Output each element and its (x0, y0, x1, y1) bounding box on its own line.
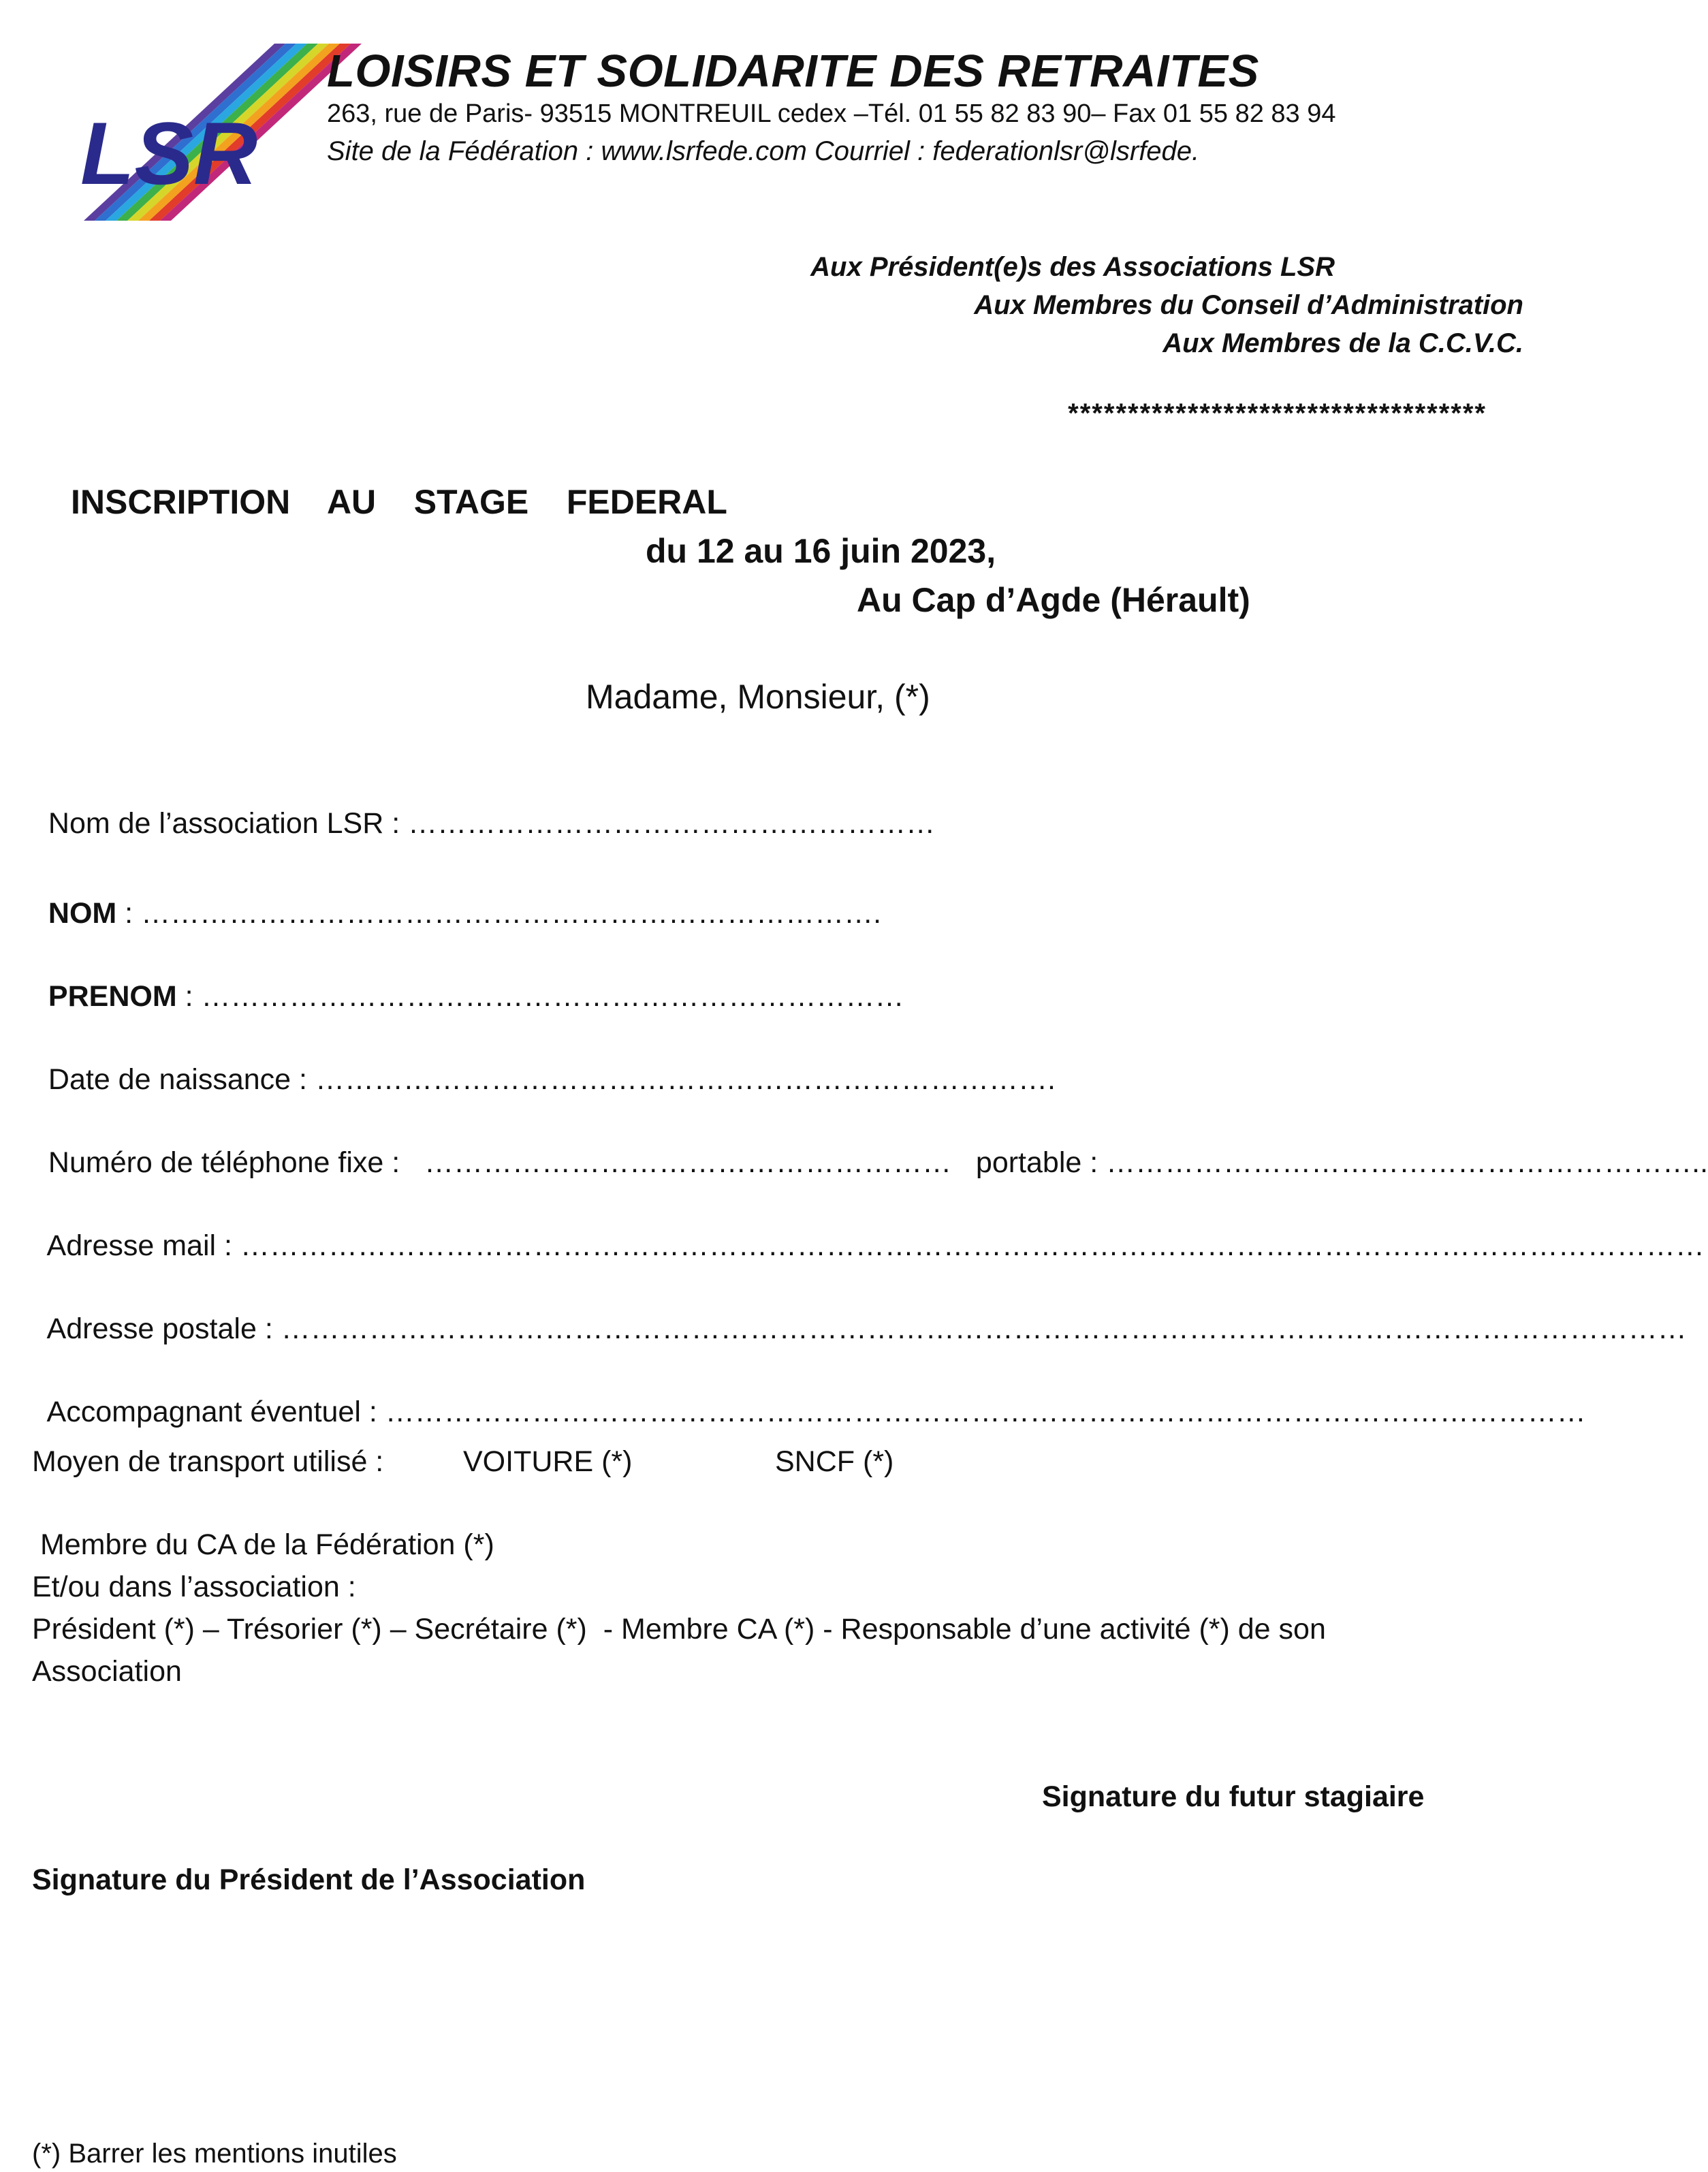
transport-option-sncf[interactable]: SNCF (*) (775, 1445, 894, 1478)
adresse-postale-field[interactable] (32, 1279, 1687, 1346)
association-roles-continued: Association (32, 1655, 182, 1688)
accompagnant-field[interactable] (32, 1362, 1586, 1429)
date-naissance-dots: …………………………………………………………………. (315, 1063, 1056, 1096)
organization-title: LOISIRS ET SOLIDARITE DES RETRAITES (327, 46, 1259, 97)
association-roles-options[interactable]: Président (*) – Trésorier (*) – Secrétaire (*) - Membre CA (*) - Responsable d’une activité (*) de son (32, 1613, 1326, 1646)
date-naissance-label: Date de naissance : (48, 1063, 315, 1096)
transport-field (32, 1445, 383, 1479)
portable-dots: …………………………………………………….. (1106, 1146, 1708, 1179)
mail-label: Adresse mail : (46, 1229, 240, 1262)
mail-field[interactable] (32, 1196, 1705, 1263)
adresse-postale-dots: ……………………………………………………………………………………………………………………………… (281, 1312, 1687, 1345)
nom-field[interactable] (32, 864, 881, 930)
mail-dots: …………………………………………………………………………………………………………………………………… (240, 1229, 1705, 1262)
nom-dots: …………………………………………………………………. (141, 897, 882, 930)
inscription-heading: INSCRIPTION AU STAGE FEDERAL (71, 483, 727, 521)
logo-letters: LSR (80, 104, 257, 203)
date-naissance-field[interactable] (32, 1030, 1056, 1097)
signature-president-label: Signature du Président de l’Association (32, 1863, 586, 1896)
organization-address: 263, rue de Paris- 93515 MONTREUIL cedex –Tél. 01 55 82 83 90– Fax 01 55 82 83 94 (327, 99, 1336, 128)
nom-label: NOM (48, 897, 117, 930)
lsr-logo (74, 42, 291, 223)
salutation: Madame, Monsieur, (*) (586, 678, 930, 716)
telephone-field[interactable] (32, 1113, 1708, 1180)
accompagnant-dots: …………………………………………………………………………………………………………… (385, 1396, 1586, 1428)
adresse-postale-label: Adresse postale : (46, 1312, 281, 1345)
accompagnant-label: Accompagnant éventuel : (46, 1396, 385, 1428)
footnote: (*) Barrer les mentions inutiles (32, 2139, 397, 2169)
telephone-fixe-label: Numéro de téléphone fixe : (48, 1146, 425, 1179)
prenom-field[interactable] (32, 947, 904, 1013)
portable-label: portable : (951, 1146, 1107, 1179)
association-dots: ……………………………………………… (408, 807, 936, 840)
recipient-ccvc: Aux Membres de la C.C.V.C. (1163, 328, 1523, 358)
stage-location: Au Cap d’Agde (Hérault) (857, 581, 1250, 619)
nom-separator: : (116, 897, 142, 930)
transport-label: Moyen de transport utilisé : (32, 1445, 384, 1478)
separator-stars: *********************************** (1068, 398, 1487, 428)
association-label: Nom de l’association LSR : (48, 807, 409, 840)
telephone-fixe-dots: ……………………………………………… (424, 1146, 952, 1179)
prenom-label: PRENOM (48, 980, 177, 1013)
recipient-presidents: Aux Président(e)s des Associations LSR (810, 252, 1335, 282)
organization-website: Site de la Fédération : www.lsrfede.com Courriel : federationlsr@lsrfede. (327, 136, 1200, 166)
association-field[interactable] (32, 774, 935, 840)
lsr-logo-graphic (74, 42, 291, 223)
membre-ca-federation[interactable]: Membre du CA de la Fédération (*) (32, 1528, 494, 1561)
prenom-dots: ……………………………………………………………… (201, 980, 904, 1013)
stage-dates: du 12 au 16 juin 2023, (646, 532, 996, 570)
transport-option-voiture[interactable]: VOITURE (*) (463, 1445, 633, 1478)
association-role-intro: Et/ou dans l’association : (32, 1571, 356, 1603)
signature-stagiaire-label: Signature du futur stagiaire (1042, 1780, 1425, 1813)
prenom-separator: : (176, 980, 202, 1013)
recipient-board: Aux Membres du Conseil d’Administration (974, 290, 1523, 320)
